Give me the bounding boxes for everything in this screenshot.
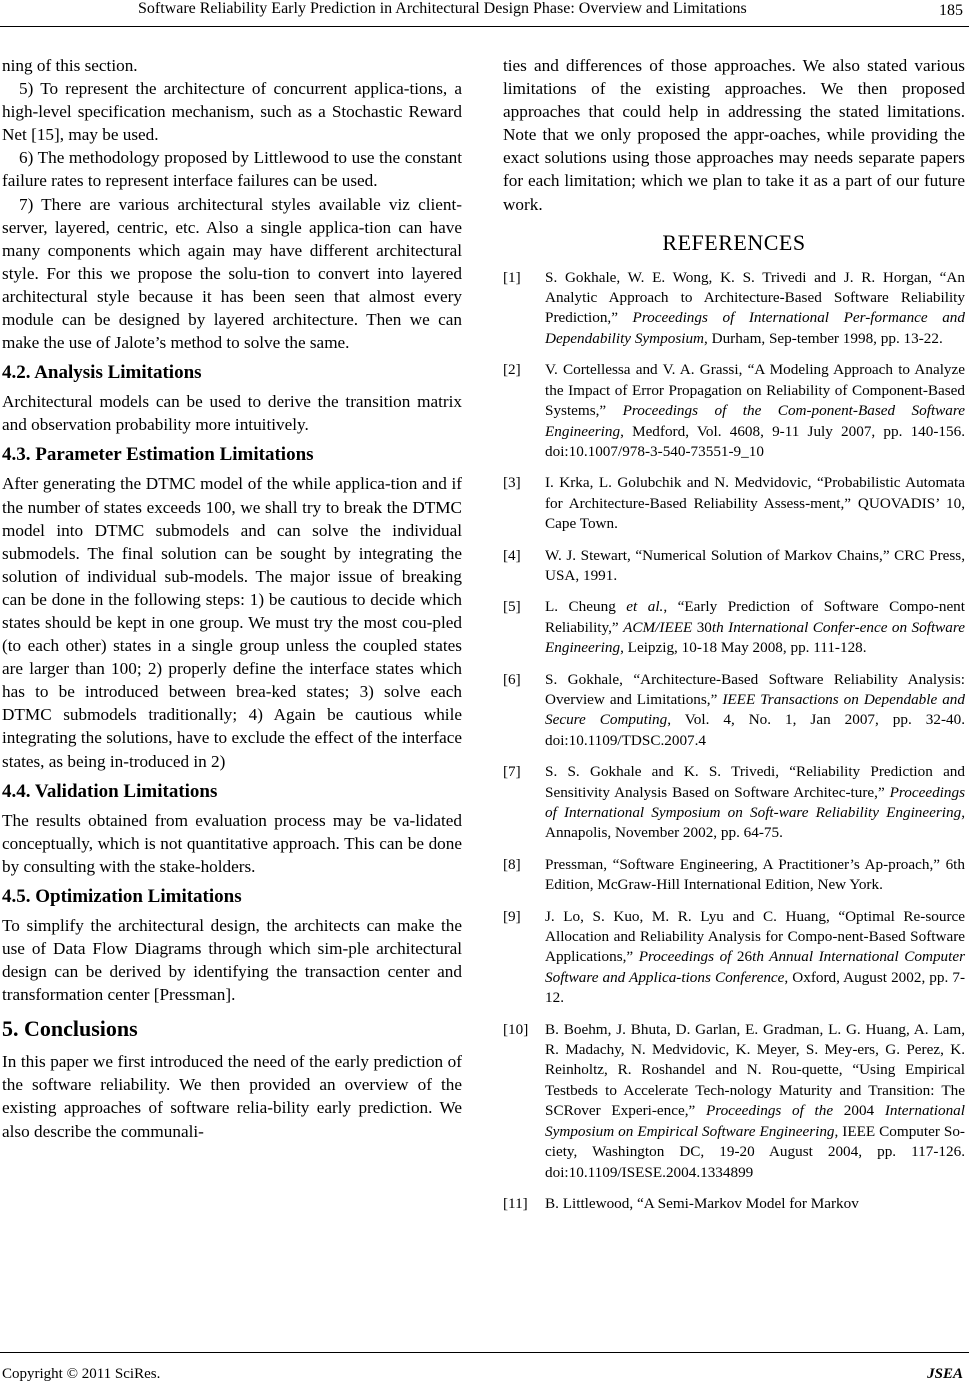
- section-heading-optimization: 4.5. Optimization Limitations: [2, 885, 242, 907]
- paragraph-item-6: 6) The methodology proposed by Littlewood to use the constant failure rates to represent interface failures can be used.: [2, 148, 462, 191]
- references-heading: REFERENCES: [662, 229, 806, 255]
- reference-number: [3]: [503, 474, 521, 492]
- reference-item: [503, 360, 965, 462]
- reference-text: B. Boehm, J. Bhuta, D. Garlan, E. Gradman, L. G. Huang, A. Lam, R. Madachy, N. Medvidovic, K. Meyer, S. Mey-ers, G. Perez, K. Reinholtz, R. Roshandel and N. Rou-quette, “Using Empirical Testbeds to Accelerate Tech-nology Maturity and Transition: The SCRover Experi-ence,” Proceedings of the 2004 International Symposium on Empirical Software Engineering, IEEE Computer So-ciety, Washington DC, 19-20 August 2004, pp. 117-126. doi:10.1109/ISESE.2004.1334899: [545, 1020, 965, 1181]
- reference-item: [503, 597, 965, 658]
- journal-abbrev: JSEA: [927, 1366, 963, 1382]
- reference-text: L. Cheung et al., “Early Prediction of Software Compo-nent Reliability,” ACM/IEEE 30th International Confer-ence on Software Engineering, Leipzig, 10-18 May 2008, pp. 111-128.: [545, 598, 965, 657]
- reference-item: [503, 268, 965, 350]
- reference-text: S. Gokhale, W. E. Wong, K. S. Trivedi and J. R. Horgan, “An Analytic Approach to Architecture-Based Software Reliability Prediction,” Proceedings of International Per-formance and Dependability Symposium, Durham, Sep-tember 1998, pp. 13-22.: [545, 268, 965, 347]
- paragraph-parameter: After generating the DTMC model of the while applica-tion and if the number of states exceeds 100, we shall try to break the DTMC model into DTMC submodels and can solve the individual submodels. The final solution can be sought by integrating the solution of individual sub-models. The major issue of breaking can be done in the following steps: 1) be cautious to decide which states should be kept in one group. We must try the most cou-pled (to each other) states in a single group unless the coupled states are larger than 100; 2) properly define the interface states which has to be introduced between brea-ked states; 3) solve each DTMC submodels traditionally; 4) Again be cautious while integrating the solutions, have to exclude the effect of the interface states, as being in-troduced in 2): [2, 474, 462, 771]
- reference-text: W. J. Stewart, “Numerical Solution of Markov Chains,” CRC Press, USA, 1991.: [545, 546, 965, 584]
- reference-number: [5]: [503, 598, 521, 616]
- reference-item: [503, 762, 965, 844]
- reference-number: [7]: [503, 763, 521, 781]
- reference-text: V. Cortellessa and V. A. Grassi, “A Modeling Approach to Analyze the Impact of Error Propagation on Reliability of Component-Based Systems,” Proceedings of the Com-ponent-Based Software Engineering, Medford, Vol. 4608, 9-11 July 2007, pp. 140-156. doi:10.1007/978-3-540-73551-9_10: [545, 361, 965, 460]
- left-column: [2, 54, 462, 1143]
- reference-number: [1]: [503, 268, 521, 286]
- paragraph-item-7: 7) There are various architectural styles available viz client-server, layered, centric, etc. Also a single applica-tion can have many components which again may have different architectural style. For this we propose the solu-tion to convert into layered architectural style because it has been seen that almost every module can be designed by layered architecture. Then we can make the use of Jalote’s method to solve the same.: [2, 194, 462, 353]
- reference-item: [503, 1020, 965, 1183]
- copyright-text: Copyright © 2011 SciRes.: [2, 1366, 161, 1382]
- reference-number: [4]: [503, 546, 521, 564]
- reference-text: S. S. Gokhale and K. S. Trivedi, “Reliability Prediction and Sensitivity Analysis Based on Software Architec-ture,” Proceedings of International Symposium on Soft-ware Reliability Engineering, Annapolis, November 2002, pp. 64-75.: [545, 763, 965, 842]
- footer-rule: [0, 1352, 969, 1353]
- running-title: Software Reliability Early Prediction in Architectural Design Phase: Overview and Limitations: [138, 0, 747, 17]
- reference-item: [503, 546, 965, 587]
- reference-number: [8]: [503, 855, 521, 873]
- reference-text: B. Littlewood, “A Semi-Markov Model for Markov: [545, 1194, 859, 1212]
- reference-text: I. Krka, L. Golubchik and N. Medvidovic, “Probabilistic Automata for Architecture-Based Reliability Assess-ment,” QUOVADIS’ 10, Cape Town.: [545, 474, 965, 533]
- reference-number: [2]: [503, 361, 521, 379]
- page-footer: [0, 1352, 969, 1386]
- header-rule: [0, 26, 969, 27]
- reference-text: J. Lo, S. Kuo, M. R. Lyu and C. Huang, “Optimal Re-source Allocation and Reliability Analysis for Compo-nent-Based Software Applications,” Proceedings of 26th Annual International Computer Software and Applica-tions Conference, Oxford, August 2002, pp. 7-12.: [545, 907, 966, 1007]
- paragraph-conclusions-cont: ties and differences of those approaches. We also stated various limitations of the existing approaches. We then proposed approaches that could help in addressing the stated limitations. Note that we only proposed the appr-oaches, while providing the exact solutions using those approaches may needs separate papers for each limitation; which we plan to take it as a part of our future work.: [503, 56, 965, 214]
- section-heading-conclusions: 5. Conclusions: [2, 1016, 138, 1042]
- reference-text: S. Gokhale, “Architecture-Based Software Reliability Analysis: Overview and Limitations,” IEEE Transactions on Dependable and Secure Computing, Vol. 4, No. 1, Jan 2007, pp. 32-40. doi:10.1109/TDSC.2007.4: [545, 670, 965, 749]
- reference-item: [503, 670, 965, 752]
- reference-item: [503, 473, 965, 534]
- reference-number: [10]: [503, 1020, 529, 1038]
- reference-number: [11]: [503, 1194, 528, 1212]
- reference-number: [9]: [503, 907, 521, 925]
- page-header: [0, 0, 969, 30]
- section-heading-validation: 4.4. Validation Limitations: [2, 780, 218, 802]
- paragraph-continuation: ning of this section.: [2, 56, 138, 75]
- paragraph-conclusions: In this paper we first introduced the need of the early prediction of the software reliability. We then provided an overview of the existing approaches of software relia-bility early prediction. We also describe the communali-: [2, 1052, 462, 1141]
- reference-item: [503, 855, 965, 896]
- right-column: [503, 54, 965, 1225]
- reference-text: Pressman, “Software Engineering, A Practitioner’s Ap-proach,” 6th Edition, McGraw-Hill International Edition, New York.: [545, 855, 965, 894]
- paragraph-analysis: Architectural models can be used to derive the transition matrix and observation probability more intuitively.: [2, 392, 462, 435]
- reference-item: [503, 1194, 965, 1214]
- paragraph-optimization: To simplify the architectural design, the architects can make the use of Data Flow Diagrams through which sim-ple architectural design can be derived by identifying the transaction center and transformation center [Pressman].: [2, 915, 462, 1005]
- paragraph-validation: The results obtained from evaluation process may be va-lidated conceptually, which is not quantitative approach. This can be done by consulting with the stake-holders.: [2, 810, 462, 876]
- page-number: 185: [939, 2, 963, 19]
- section-heading-parameter: 4.3. Parameter Estimation Limitations: [2, 444, 314, 466]
- reference-item: [503, 907, 965, 1009]
- paragraph-item-5: 5) To represent the architecture of concurrent applica-tions, a high-level specification mechanism, such as a Stochastic Reward Net [15], may be used.: [2, 79, 462, 145]
- reference-number: [6]: [503, 670, 521, 688]
- section-heading-analysis: 4.2. Analysis Limitations: [2, 362, 202, 384]
